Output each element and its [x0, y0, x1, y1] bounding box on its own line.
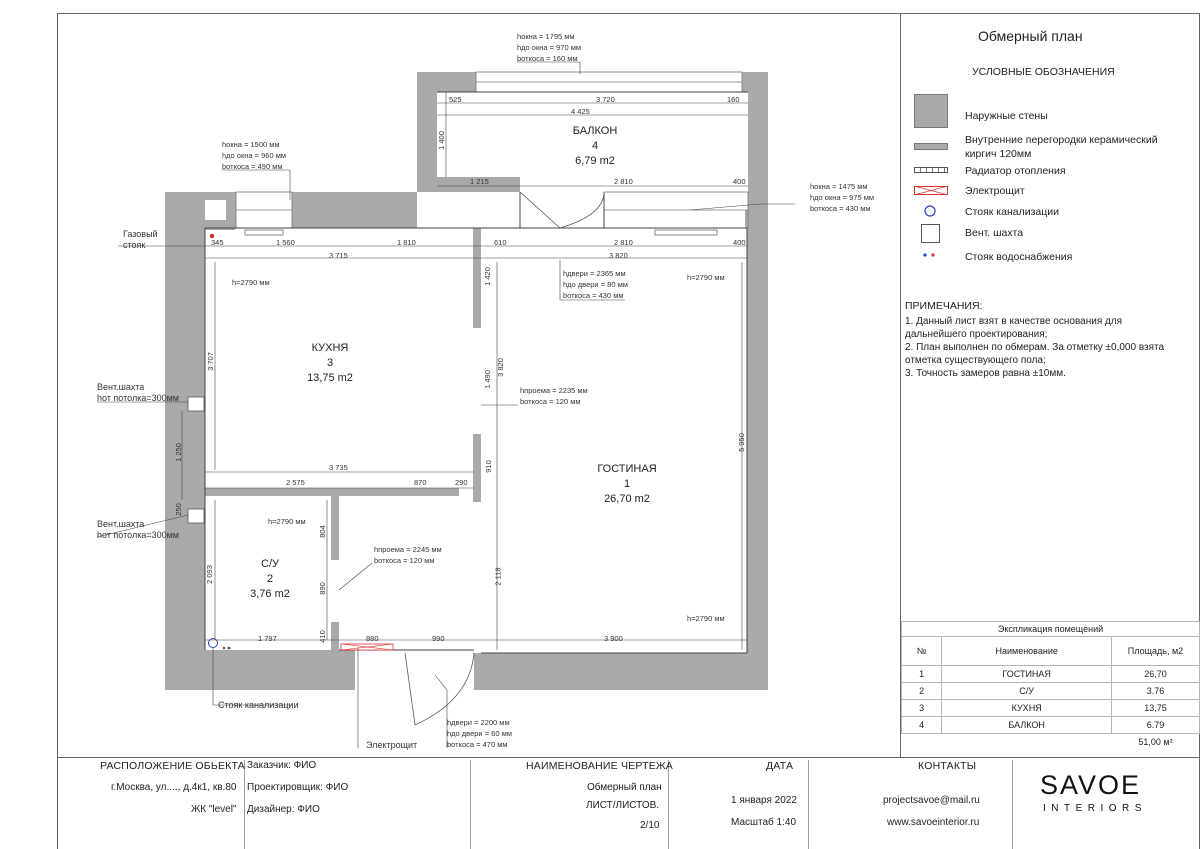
- legend-radiator: Радиатор отопления: [965, 165, 1066, 177]
- note-window-top-sill: hдо окна = 970 мм: [517, 43, 582, 52]
- tb-address: г.Москва, ул...., д.4к1, кв.80: [111, 782, 237, 793]
- explication-row1-area: 26,70: [1111, 666, 1199, 683]
- dim-400b: 400: [733, 238, 746, 247]
- note-gas-riser-line1: Газовый: [123, 229, 158, 239]
- dim-870: 870: [414, 478, 427, 487]
- dim-3715: 3 715: [329, 251, 348, 260]
- note-door-entry: [447, 717, 512, 750]
- dim-990: 990: [432, 634, 445, 643]
- dim-3900: 3 900: [604, 634, 623, 643]
- dim-160: 160: [727, 95, 740, 104]
- dim-3820b: 3 820: [495, 358, 505, 377]
- dim-1420: 1 420: [482, 267, 492, 286]
- ceiling-living-bottom: h=2790 мм: [687, 614, 725, 623]
- note-1b: дальнейшего проектирования;: [905, 329, 1048, 340]
- table-row: [902, 666, 1200, 683]
- tb-sheets: 2/10: [640, 820, 660, 831]
- dim-2093: 2 093: [204, 565, 214, 584]
- dim-3735: 3 735: [329, 463, 348, 472]
- note-1a: 1. Данный лист взят в качестве основания для: [905, 316, 1123, 327]
- ceiling-living-top: h=2790 мм: [687, 273, 725, 282]
- explication-table: [901, 621, 1200, 750]
- dim-400a: 400: [733, 177, 746, 186]
- legend-water-riser: Стояк водоснабжения: [965, 251, 1073, 263]
- note-door-entry-h: hдвери = 2200 мм: [447, 718, 510, 727]
- legend-electrical-panel: Электрощит: [965, 185, 1025, 197]
- room-living: [587, 462, 667, 507]
- note-2a: 2. План выполнен по обмерам. За отметку ±0,000 взята: [905, 342, 1165, 353]
- note-2b: отметка существующего пола;: [905, 355, 1046, 366]
- note-window-kitchen: [222, 139, 286, 172]
- tb-date: 1 января 2022: [731, 795, 797, 806]
- explication-row2-num: 2: [902, 683, 942, 700]
- explication-header-name: Наименование: [942, 637, 1112, 666]
- room-kitchen-name: КУХНЯ: [311, 342, 349, 354]
- water-riser-blue: [228, 647, 231, 650]
- brand-logo-sub: INTERIORS: [1043, 803, 1147, 814]
- table-row: [902, 700, 1200, 717]
- room-balcony-num: 4: [591, 140, 599, 152]
- vent-shaft-2: [188, 509, 204, 523]
- legend-exterior-wall: Наружные стены: [965, 110, 1048, 122]
- dim-2118: 2 118: [493, 567, 503, 586]
- explication-row3-area: 13,75: [1111, 700, 1199, 717]
- explication-row4-name: БАЛКОН: [942, 717, 1112, 734]
- note-window-kitchen-h: hокна = 1500 мм: [222, 140, 280, 149]
- note-opening-kitchen-h: hпроема = 2235 мм: [520, 386, 588, 395]
- note-opening-bath-h: hпроема = 2245 мм: [374, 545, 442, 554]
- note-window-right-h: hокна = 1475 мм: [810, 182, 868, 191]
- electrical-panel: [341, 644, 393, 650]
- electrical-panel-swatch-icon: [914, 186, 948, 195]
- legend-vent-shaft: Вент. шахта: [965, 227, 1024, 239]
- note-door-entry-reveal: bоткоса = 470 мм: [447, 740, 508, 749]
- notes-list: [905, 315, 1164, 380]
- dim-250: 250: [173, 503, 183, 516]
- note-vent-1-line1: Вент.шахта: [97, 382, 145, 392]
- tb-website: www.savoeinterior.ru: [887, 817, 980, 828]
- ceiling-bath: h=2790 мм: [268, 517, 306, 526]
- note-opening-bath: [374, 544, 442, 566]
- room-kitchen-area: 13,75 m2: [307, 372, 353, 384]
- tb-drawing-head: НАИМЕНОВАНИЕ ЧЕРТЕЖА: [526, 760, 673, 772]
- tb-email: projectsavoe@mail.ru: [883, 795, 980, 806]
- water-riser-red: [223, 647, 226, 650]
- note-window-top-reveal: bоткоса = 160 мм: [517, 54, 578, 63]
- tb-customer: Заказчик: ФИО: [247, 760, 317, 771]
- dim-1250: 1 250: [173, 443, 183, 462]
- legend-partition-2: киргич 120мм: [965, 148, 1032, 160]
- note-vent-2-line1: Вент.шахта: [97, 519, 145, 529]
- explication-row4-num: 4: [902, 717, 942, 734]
- legend-partition: Внутренние перегородки керамический: [965, 134, 1158, 146]
- sewer-riser-icon: [924, 205, 936, 217]
- dim-890: 890: [317, 582, 327, 595]
- explication-row2-name: С/У: [942, 683, 1112, 700]
- explication-row1-num: 1: [902, 666, 942, 683]
- room-living-area: 26,70 m2: [604, 493, 650, 505]
- room-kitchen: [295, 341, 365, 386]
- table-row: [902, 717, 1200, 734]
- room-bath-area: 3,76 m2: [250, 588, 290, 600]
- panel-title: Обмерный план: [978, 28, 1083, 44]
- dim-1400: 1 400: [436, 131, 446, 150]
- notes-heading: ПРИМЕЧАНИЯ:: [905, 300, 983, 312]
- explication-row3-num: 3: [902, 700, 942, 717]
- dim-610: 610: [494, 238, 507, 247]
- tb-scale: Масштаб 1:40: [731, 817, 797, 828]
- note-door-balcony: [563, 268, 628, 301]
- note-window-kitchen-sill: hдо окна = 960 мм: [222, 151, 287, 160]
- legend-sewer-riser: Стояк канализации: [965, 206, 1060, 218]
- dim-290: 290: [455, 478, 468, 487]
- ceiling-kitchen: h=2790 мм: [232, 278, 270, 287]
- dim-1215: 1 215: [470, 177, 489, 186]
- explication-header-num: №: [902, 637, 942, 666]
- note-window-top: [517, 31, 581, 64]
- dim-3720: 3 720: [596, 95, 615, 104]
- explication-caption: Экспликация помещений: [902, 622, 1200, 637]
- vent-shaft-1: [188, 397, 204, 411]
- note-door-entry-sill: hдо двери = 60 мм: [447, 729, 512, 738]
- room-bath-num: 2: [266, 573, 274, 585]
- note-opening-kitchen: [520, 385, 588, 407]
- dim-410: 410: [317, 630, 327, 643]
- explication-row1-name: ГОСТИНАЯ: [942, 666, 1112, 683]
- note-window-right-reveal: bоткоса = 430 мм: [810, 204, 871, 213]
- room-bath: [235, 557, 305, 602]
- dim-880: 880: [366, 634, 379, 643]
- dim-3820a: 3 820: [609, 251, 628, 260]
- note-door-balcony-h: hдвери = 2365 мм: [563, 269, 626, 278]
- note-gas-riser-line2: стояк: [123, 240, 146, 250]
- note-opening-bath-reveal: bоткоса = 120 мм: [374, 556, 435, 565]
- note-vent-2-line2: hот потолка=300мм: [97, 530, 179, 540]
- explication-total: 51,00 м²: [1138, 737, 1173, 747]
- tb-sheets-head: ЛИСТ/ЛИСТОВ.: [586, 800, 660, 811]
- room-living-name: ГОСТИНАЯ: [597, 463, 657, 475]
- room-balcony-name: БАЛКОН: [572, 125, 618, 137]
- note-window-right: [810, 181, 874, 214]
- note-window-kitchen-reveal: bоткоса = 490 мм: [222, 162, 283, 171]
- table-row: [902, 683, 1200, 700]
- room-balcony-area: 6,79 m2: [575, 155, 615, 167]
- dim-1797: 1 797: [258, 634, 277, 643]
- dim-2575: 2 575: [286, 478, 305, 487]
- explication-row2-area: 3.76: [1111, 683, 1199, 700]
- note-vent-1: [97, 382, 179, 404]
- tb-date-head: ДАТА: [766, 760, 794, 772]
- legend-heading: УСЛОВНЫЕ ОБОЗНАЧЕНИЯ: [972, 66, 1115, 78]
- note-3: 3. Точность замеров равна ±10мм.: [905, 368, 1066, 379]
- note-door-balcony-reveal: bоткоса = 430 мм: [563, 291, 624, 300]
- dim-3707: 3 707: [205, 352, 215, 371]
- note-window-right-sill: hдо окна = 975 мм: [810, 193, 875, 202]
- interior-partition-swatch-icon: [914, 143, 948, 150]
- dim-4425: 4 425: [571, 107, 590, 116]
- exterior-wall-swatch-icon: [914, 94, 948, 128]
- note-gas-riser: [123, 229, 158, 251]
- tb-designer-proj: Проектировщик: ФИО: [247, 782, 349, 793]
- dim-1810: 1 810: [397, 238, 416, 247]
- vent-shaft-icon: [921, 224, 940, 243]
- note-electrical-panel: Электрощит: [366, 740, 418, 750]
- note-opening-kitchen-reveal: bоткоса = 120 мм: [520, 397, 581, 406]
- room-balcony: [560, 124, 630, 169]
- tb-drawing-name: Обмерный план: [587, 782, 662, 793]
- note-vent-1-line2: hот потолка=300мм: [97, 393, 179, 403]
- dim-525: 525: [449, 95, 462, 104]
- dim-804: 804: [317, 525, 327, 538]
- dim-345: 345: [211, 238, 224, 247]
- tb-complex: ЖК "level": [191, 804, 237, 815]
- room-bath-name: С/У: [261, 558, 279, 570]
- dim-1490: 1 490: [482, 370, 492, 389]
- dim-1560: 1 560: [276, 238, 295, 247]
- explication-header-area: Площадь, м2: [1111, 637, 1199, 666]
- room-living-num: 1: [623, 478, 631, 490]
- tb-designer: Дизайнер: ФИО: [247, 804, 320, 815]
- note-sewer-riser: Стояк канализации: [218, 700, 299, 710]
- note-window-top-h: hокна = 1795 мм: [517, 32, 575, 41]
- dim-5950: 5 950: [736, 433, 746, 452]
- radiator-swatch-icon: [914, 167, 948, 173]
- dim-2810b: 2 810: [614, 238, 633, 247]
- dim-2810a: 2 810: [614, 177, 633, 186]
- water-riser-icon: [921, 252, 937, 258]
- tb-contacts-head: КОНТАКТЫ: [918, 760, 977, 772]
- explication-row4-area: 6.79: [1111, 717, 1199, 734]
- room-kitchen-num: 3: [326, 357, 334, 369]
- explication-row3-name: КУХНЯ: [942, 700, 1112, 717]
- dim-910: 910: [483, 460, 493, 473]
- brand-logo: SAVOE: [1040, 770, 1142, 800]
- note-door-balcony-sill: hдо двери = 80 мм: [563, 280, 628, 289]
- tb-location-head: РАСПОЛОЖЕНИЕ ОБЬЕКТА: [100, 760, 245, 772]
- note-vent-2: [97, 519, 179, 541]
